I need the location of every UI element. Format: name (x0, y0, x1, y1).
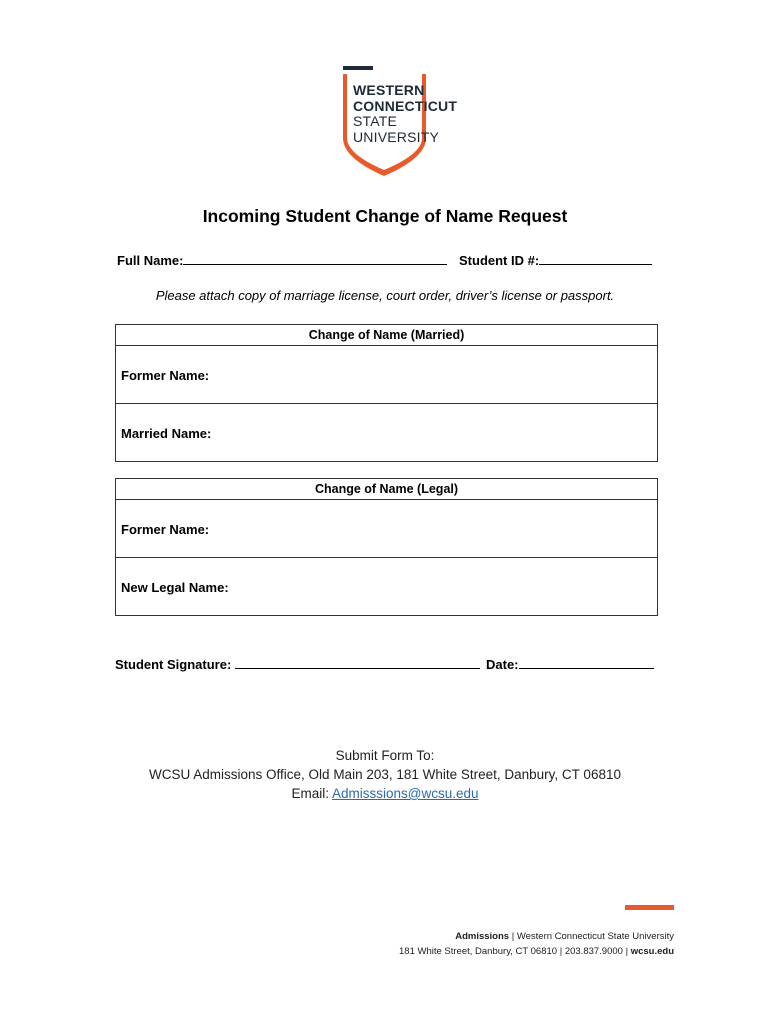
date-field[interactable] (486, 654, 654, 672)
submit-info (0, 746, 770, 803)
email-label: Email: (291, 786, 332, 801)
married-name-row[interactable] (116, 403, 657, 461)
new-legal-name-row[interactable] (116, 557, 657, 615)
footer-accent-bar (625, 905, 674, 910)
date-label: Date: (486, 657, 519, 672)
signature-label: Student Signature: (115, 657, 232, 672)
footer (399, 929, 674, 959)
signature-field[interactable] (115, 654, 480, 672)
student-id-field[interactable] (459, 250, 652, 268)
university-logo (340, 66, 472, 178)
full-name-input-line[interactable] (183, 250, 447, 265)
submit-heading: Submit Form To: (335, 748, 435, 763)
footer-line-1 (399, 929, 674, 944)
married-former-name-label: Former Name: (121, 368, 210, 383)
legal-section-header: Change of Name (Legal) (116, 479, 657, 500)
married-former-name-row[interactable] (116, 346, 657, 403)
footer-phone: 203.837.9000 (564, 946, 623, 957)
signature-input-line[interactable] (235, 654, 480, 669)
footer-site[interactable]: wcsu.edu (630, 946, 674, 957)
married-name-section (115, 324, 658, 462)
submit-email-line (0, 784, 770, 803)
student-id-label: Student ID #: (459, 253, 540, 268)
logo-line-2: CONNECTICUT (353, 97, 458, 114)
logo-line-3: STATE (353, 113, 398, 129)
footer-university: Western Connecticut State University (516, 931, 674, 942)
logo-line-1: WESTERN (353, 82, 425, 98)
married-name-label: Married Name: (121, 426, 212, 441)
new-legal-name-label: New Legal Name: (121, 580, 229, 595)
married-section-header: Change of Name (Married) (116, 325, 657, 346)
footer-address: 181 White Street, Danbury, CT 06810 (399, 946, 558, 957)
student-id-input-line[interactable] (539, 250, 652, 265)
form-title: Incoming Student Change of Name Request (202, 206, 568, 226)
full-name-label: Full Name: (117, 253, 184, 268)
footer-line-2: 181 White Street, Danbury, CT 06810 | 203.837.9000 | wcsu.edu (399, 946, 674, 957)
logo-line-4: UNIVERSITY (353, 128, 440, 145)
footer-dept: Admissions (455, 931, 510, 942)
attachment-note: Please attach copy of marriage license, court order, driver’s license or passport. (155, 288, 615, 303)
footer-separator: | (509, 931, 517, 942)
legal-name-section (115, 478, 658, 616)
submit-address: WCSU Admissions Office, Old Main 203, 181 White Street, Danbury, CT 06810 (149, 767, 621, 782)
legal-former-name-row[interactable] (116, 500, 657, 557)
full-name-field[interactable] (117, 250, 447, 268)
logo-wordmark (353, 83, 457, 145)
date-input-line[interactable] (519, 654, 654, 669)
email-link[interactable]: Admisssions@wcsu.edu (332, 786, 479, 801)
legal-former-name-label: Former Name: (121, 522, 210, 537)
